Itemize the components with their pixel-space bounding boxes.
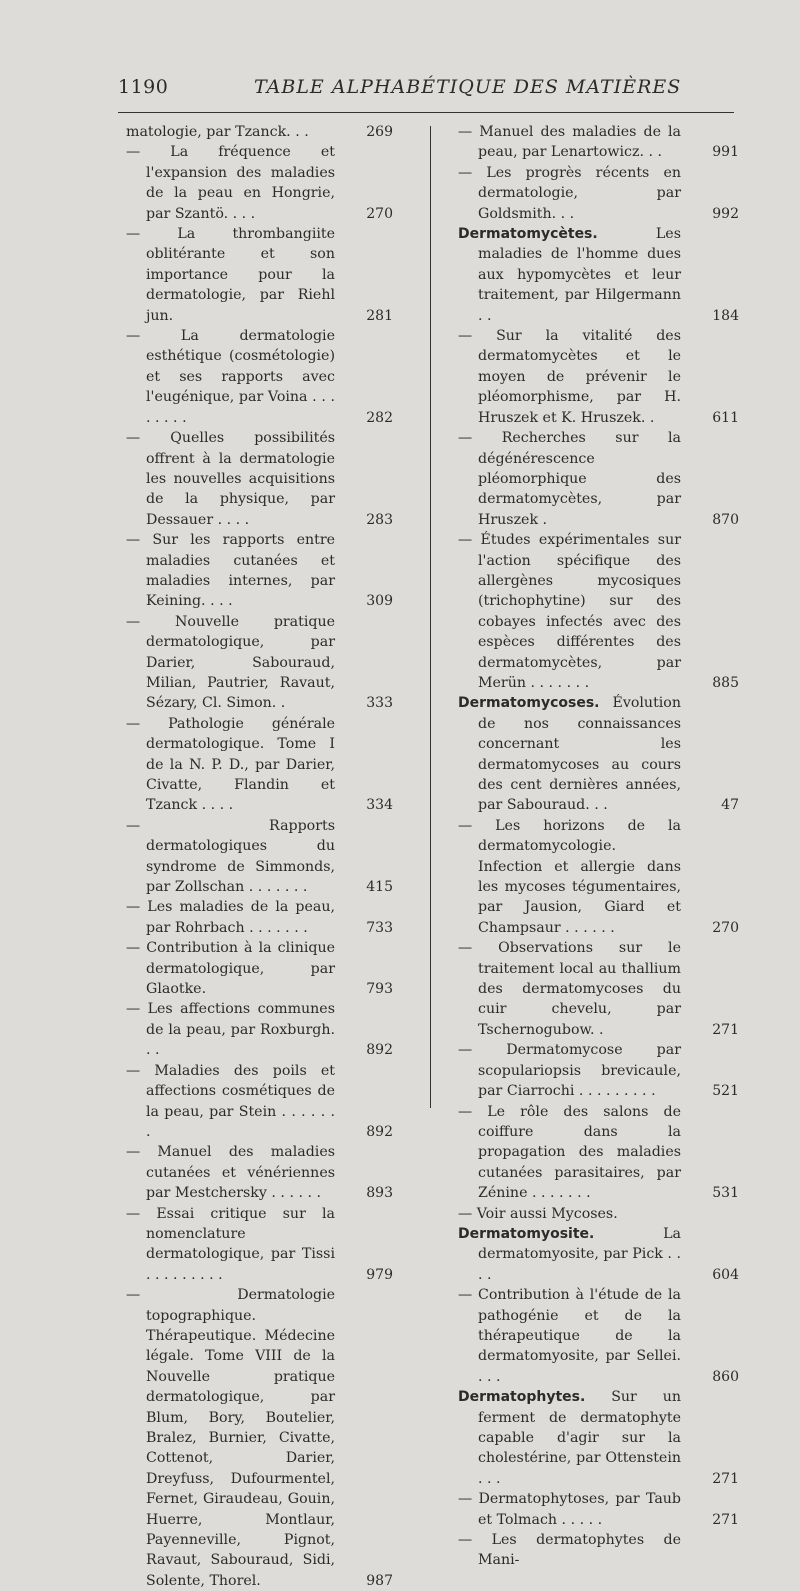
page-reference: 309 (366, 593, 393, 610)
index-entry (454, 224, 739, 326)
entry-text (454, 1387, 739, 1489)
page-reference: 184 (712, 307, 739, 324)
page-reference: 270 (366, 205, 393, 222)
page-reference: 415 (366, 879, 393, 896)
page-title: TABLE ALPHABÉTIQUE DES MATIÈRES (254, 76, 682, 98)
entry-text: matologie, par Tzanck. . . (126, 124, 309, 140)
entry-text: — Contribution à la clinique dermatologique, par Glaotke. (126, 940, 335, 998)
entry-text: — La fréquence et l'expansion des maladies de la peau en Hongrie, par Szantö. . . . (126, 144, 335, 222)
index-entry (454, 530, 739, 693)
page-reference: 611 (712, 409, 739, 426)
index-entry (118, 714, 393, 816)
entry-text: — Contribution à l'étude de la pathogénie et de la thérapeutique de la dermatomyosite, par Sellei. . . . (458, 1287, 681, 1385)
entry-heading: Dermatomycètes. (458, 226, 598, 243)
index-entry (118, 938, 393, 999)
entry-text: — Les horizons de la dermatomycologie. Infection et allergie dans les mycoses tégumentaires, par Jausion, Giard et Champsaur . . . . . . (458, 817, 681, 936)
left-column (118, 122, 393, 1591)
page-reference: 979 (366, 1266, 393, 1283)
entry-text: — Nouvelle pratique dermatologique, par Darier, Sabouraud, Milian, Pautrier, Ravaut, Sézary, Cl. Simon. . (126, 613, 335, 712)
page-reference: 893 (366, 1185, 393, 1202)
page-reference: 283 (366, 511, 393, 528)
index-entry (454, 1489, 739, 1530)
page-reference: 992 (712, 205, 739, 222)
page-reference: 269 (366, 124, 393, 140)
entry-heading: Dermatophytes. (458, 1389, 586, 1406)
page-reference: 271 (712, 1470, 739, 1487)
index-entry (118, 1061, 393, 1143)
entry-text: — Les progrès récents en dermatologie, par Goldsmith. . . (458, 164, 681, 222)
index-entry (118, 612, 393, 714)
index-entry (118, 530, 393, 612)
entry-body: Évolution de nos connaissances concernant les dermatomycoses au cours des cent dernières années, par Sabouraud. . . (478, 695, 681, 814)
page-reference: 991 (712, 144, 739, 161)
entry-text: — Rapports dermatologiques du syndrome de Simmonds, par Zollschan . . . . . . . (126, 817, 335, 896)
index-entry (118, 1285, 393, 1591)
entry-text: — Les dermatophytes de Mani- (458, 1532, 681, 1569)
right-column (454, 122, 739, 1571)
page-reference: 604 (712, 1266, 739, 1283)
entry-text: — Sur la vitalité des dermatomycètes et le moyen de prévenir le pléomorphisme, par H. Hruszek et K. Hruszek. . (458, 328, 681, 426)
index-entry (118, 816, 393, 898)
index-entry (118, 1204, 393, 1286)
index-entry (454, 1285, 739, 1387)
index-entry (118, 142, 393, 224)
page-reference: 271 (712, 1511, 739, 1528)
index-entry (118, 428, 393, 530)
entry-text: — Quelles possibilités offrent à la dermatologie les nouvelles acquisitions de la physique, par Dessauer . . . . (126, 430, 335, 528)
index-entry (454, 163, 739, 224)
page-reference: 793 (366, 981, 393, 998)
page-reference: 733 (366, 919, 393, 936)
entry-text (454, 1224, 739, 1285)
entry-text: — Dermatologie topographique. Thérapeutique. Médecine légale. Tome VIII de la Nouvelle pratique dermatologique, par Blum, Bory, Boutelier, Bralez, Burnier, Civatte, Cottenot, Darier, Dreyfuss, Dufourmentel, Fernet, Giraudeau, Gouin, Huerre, Montlaur, Payenneville, Pignot, Ravaut, Sabouraud, Sidi, Solente, Thorel. (126, 1287, 335, 1589)
entry-text: — Observations sur le traitement local au thallium des dermatomycoses du cuir chevelu, par Tschernogubow. . (458, 940, 681, 1038)
page-number: 1190 (118, 76, 169, 98)
page-reference: 47 (721, 797, 739, 814)
entry-heading: Dermatomycoses. (458, 695, 600, 712)
entry-text (454, 693, 739, 815)
index-entry (454, 693, 739, 815)
index-entry (118, 122, 393, 142)
entry-text: — Études expérimentales sur l'action spécifique des allergènes mycosiques (trichophytine) sur des cobayes infectés avec des espèces différentes des dermatomycètes, par Merün . . . . . . . (458, 532, 681, 691)
index-entry (454, 326, 739, 428)
index-entry (454, 1530, 739, 1571)
entry-body: La dermatomyosite, par Pick . . . . (478, 1225, 681, 1283)
index-entry (454, 1224, 739, 1285)
index-entry (454, 816, 739, 938)
entry-text: — Manuel des maladies cutanées et vénériennes par Mestchersky . . . . . . (126, 1144, 335, 1202)
page-reference: 333 (366, 695, 393, 712)
entry-text (454, 224, 739, 326)
index-entry (454, 1387, 739, 1489)
entry-text: — La dermatologie esthétique (cosmétologie) et ses rapports avec l'eugénique, par Voina . . . . . . . . (126, 328, 335, 426)
entry-text: — Recherches sur la dégénérescence pléomorphique des dermatomycètes, par Hruszek . (458, 430, 681, 528)
index-entry (118, 224, 393, 326)
index-entry (118, 999, 393, 1060)
index-entry (454, 1102, 739, 1204)
index-entry (454, 938, 739, 1040)
entry-text: — Le rôle des salons de coiffure dans la propagation des maladies cutanées parasitaires, par Zénine . . . . . . . (458, 1103, 681, 1202)
page-reference: 885 (712, 674, 739, 691)
entry-text: — Essai critique sur la nomenclature dermatologique, par Tissi . . . . . . . . . (126, 1205, 335, 1283)
entry-text: — Maladies des poils et affections cosmétiques de la peau, par Stein . . . . . . . (126, 1062, 335, 1140)
entry-text: — Les affections communes de la peau, par Roxburgh. . . (126, 1001, 335, 1059)
page-reference: 521 (712, 1083, 739, 1100)
header-rule (118, 112, 734, 113)
entry-text: — Pathologie générale dermatologique. Tome I de la N. P. D., par Darier, Civatte, Flandin et Tzanck . . . . (126, 715, 335, 814)
page-reference: 270 (712, 919, 739, 936)
page-reference: 282 (366, 409, 393, 426)
entry-heading: Dermatomyosite. (458, 1225, 595, 1242)
index-entry (454, 1204, 739, 1224)
index-entry (454, 122, 739, 163)
entry-text: — Manuel des maladies de la peau, par Lenartowicz. . . (458, 124, 681, 161)
index-entry (118, 897, 393, 938)
entry-text: — Sur les rapports entre maladies cutanées et maladies internes, par Keining. . . . (126, 532, 335, 610)
entry-text: — Dermatomycose par scopulariopsis brevicaule, par Ciarrochi . . . . . . . . . (458, 1042, 681, 1100)
column-divider (430, 126, 431, 1108)
entry-text: — La thrombangiite oblitérante et son importance pour la dermatologie, par Riehl jun. (126, 226, 335, 324)
index-entry (118, 326, 393, 428)
index-entry (454, 428, 739, 530)
page-reference: 987 (366, 1572, 393, 1589)
page-reference: 531 (712, 1185, 739, 1202)
entry-text: — Voir aussi Mycoses. (458, 1205, 618, 1222)
entry-body: Sur un ferment de dermatophyte capable d'agir sur la cholestérine, par Ottenstein . . . (478, 1389, 681, 1487)
page-reference: 892 (366, 1042, 393, 1059)
page-reference: 271 (712, 1021, 739, 1038)
page-reference: 860 (712, 1368, 739, 1385)
page-reference: 892 (366, 1123, 393, 1140)
page-reference: 334 (366, 797, 393, 814)
index-entry (118, 1142, 393, 1203)
entry-text: — Dermatophytoses, par Taub et Tolmach . . . . . (458, 1491, 681, 1528)
page-reference: 870 (712, 511, 739, 528)
entry-text: — Les maladies de la peau, par Rohrbach . . . . . . . (126, 899, 335, 936)
page-header (118, 72, 734, 106)
index-entry (454, 1040, 739, 1101)
entry-body: Les maladies de l'homme dues aux hypomycètes et leur traitement, par Hilgermann . . (478, 226, 681, 324)
page-reference: 281 (366, 307, 393, 324)
